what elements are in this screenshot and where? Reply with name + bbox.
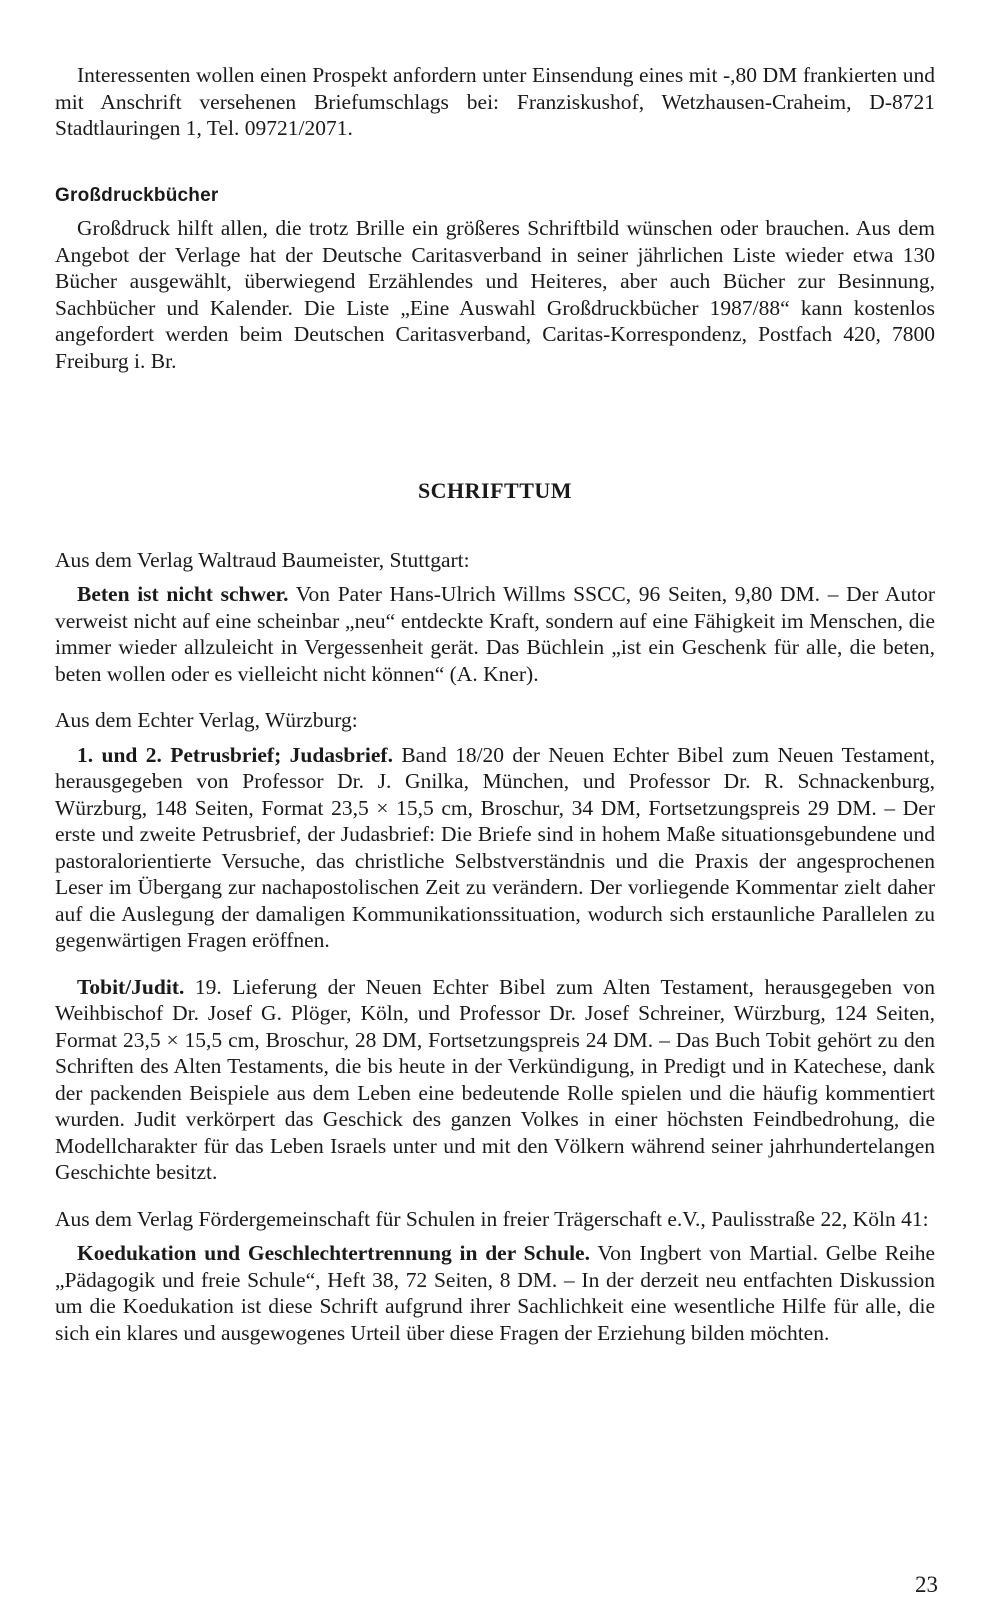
review-title: 1. und 2. Petrusbrief; Judasbrief.	[77, 742, 393, 767]
review-text: Band 18/20 der Neuen Echter Bibel zum Neuen Testament, herausgegeben von Professor Dr. J. Gnilka, München, und Professor Dr. R. Schnackenburg, Würzburg, 148 Seiten, Format 23,5 × 15,5 cm, Broschur, 34 DM, Fortsetzungspreis 29 DM. – Der erste und zweite Petrusbrief, der Judasbrief: Die Briefe sind in hohem Maße situationsgebundene und pastoralorientierte Versuche, das christliche Selbstverständnis und die Praxis der angesprochenen Leser im Übergang zur nachapostolischen Zeit zu verändern. Der vorliegende Kommentar zielt daher auf die Auslegung der damaligen Kommunikationssituation, wodurch sich erstaunliche Parallelen zu gegenwärtigen Fragen eröffnen.	[55, 742, 935, 952]
review-title: Beten ist nicht schwer.	[77, 582, 289, 606]
publisher-heading: Aus dem Echter Verlag, Würzburg:	[55, 708, 358, 732]
review-title: Koedukation und Geschlechtertrennung in der Schule.	[77, 1241, 590, 1265]
document-page	[55, 62, 935, 1346]
review-entry	[55, 742, 935, 954]
review-entry	[55, 581, 935, 687]
publisher-heading: Aus dem Verlag Fördergemeinschaft für Schulen in freier Trägerschaft e.V., Paulisstraße 22, Köln 41:	[55, 1206, 929, 1231]
grossdruck-paragraph: Großdruck hilft allen, die trotz Brille ein größeres Schriftbild wünschen oder brauchen. Aus dem Angebot der Verlage hat der Deutsche Caritasverband in seiner jährlichen Liste wieder etwa 130 Bücher ausgewählt, überwiegend Erzählendes und Heiteres, aber auch Bücher zur Besinnung, Sachbücher und Kalender. Die Liste „Eine Auswahl Großdruckbücher 1987/88“ kann kostenlos angefordert werden beim Deutschen Caritasverband, Caritas-Korrespondenz, Postfach 420, 7800 Freiburg i. Br.	[55, 216, 935, 373]
page-number: 23	[915, 1572, 938, 1597]
section-title-schrifttum: SCHRIFTTUM	[417, 478, 573, 503]
review-entry	[55, 1240, 935, 1346]
grossdruck-heading: Großdruckbücher	[55, 184, 219, 206]
review-entry	[55, 974, 935, 1186]
review-title: Tobit/Judit.	[77, 974, 185, 999]
intro-paragraph: Interessenten wollen einen Prospekt anfordern unter Einsendung eines mit -,80 DM frankierten und mit Anschrift versehenen Briefumschlags bei: Franziskushof, Wetzhausen-Craheim, D-8721 Stadtlauringen 1, Tel. 09721/2071.	[55, 63, 935, 140]
review-text: Von Ingbert von Martial. Gelbe Reihe „Pädagogik und freie Schule“, Heft 38, 72 Seiten, 8 DM. – In der derzeit neu entfachten Diskussion um die Koedukation ist diese Schrift aufgrund ihrer Sachlichkeit eine wesentliche Hilfe für alle, die sich ein klares und ausgewogenes Urteil über diese Fragen der Erziehung bilden möchten.	[55, 1241, 935, 1345]
review-text: 19. Lieferung der Neuen Echter Bibel zum Alten Testament, herausgegeben von Weihbischof Dr. Josef G. Plöger, Köln, und Professor Dr. Josef Schreiner, Würzburg, 124 Seiten, Format 23,5 × 15,5 cm, Broschur, 28 DM, Fortsetzungspreis 24 DM. – Das Buch Tobit gehört zu den Schriften des Alten Testaments, die bis heute in der Verkündigung, in Predigt und in Katechese, dank der packenden Beispiele aus dem Leben eine bedeutende Rolle spielen und die häufig kommentiert wurden. Judit verkörpert das Geschick des ganzen Volkes in einer höchsten Feindbedrohung, die Modellcharakter für das Leben Israels unter und mit den Völkern während seiner jahrhundertelangen Geschichte besitzt.	[55, 974, 935, 1184]
review-text: Von Pater Hans-Ulrich Willms SSCC, 96 Seiten, 9,80 DM. – Der Autor verweist nicht auf eine scheinbar „neu“ entdeckte Kraft, sondern auf eine Fähigkeit im Menschen, die immer wieder allzuleicht in Vergessenheit gerät. Das Büchlein „ist ein Geschenk für alle, die beten, beten wollen oder es vielleicht nicht können“ (A. Kner).	[55, 582, 935, 686]
publisher-heading: Aus dem Verlag Waltraud Baumeister, Stuttgart:	[55, 547, 470, 572]
